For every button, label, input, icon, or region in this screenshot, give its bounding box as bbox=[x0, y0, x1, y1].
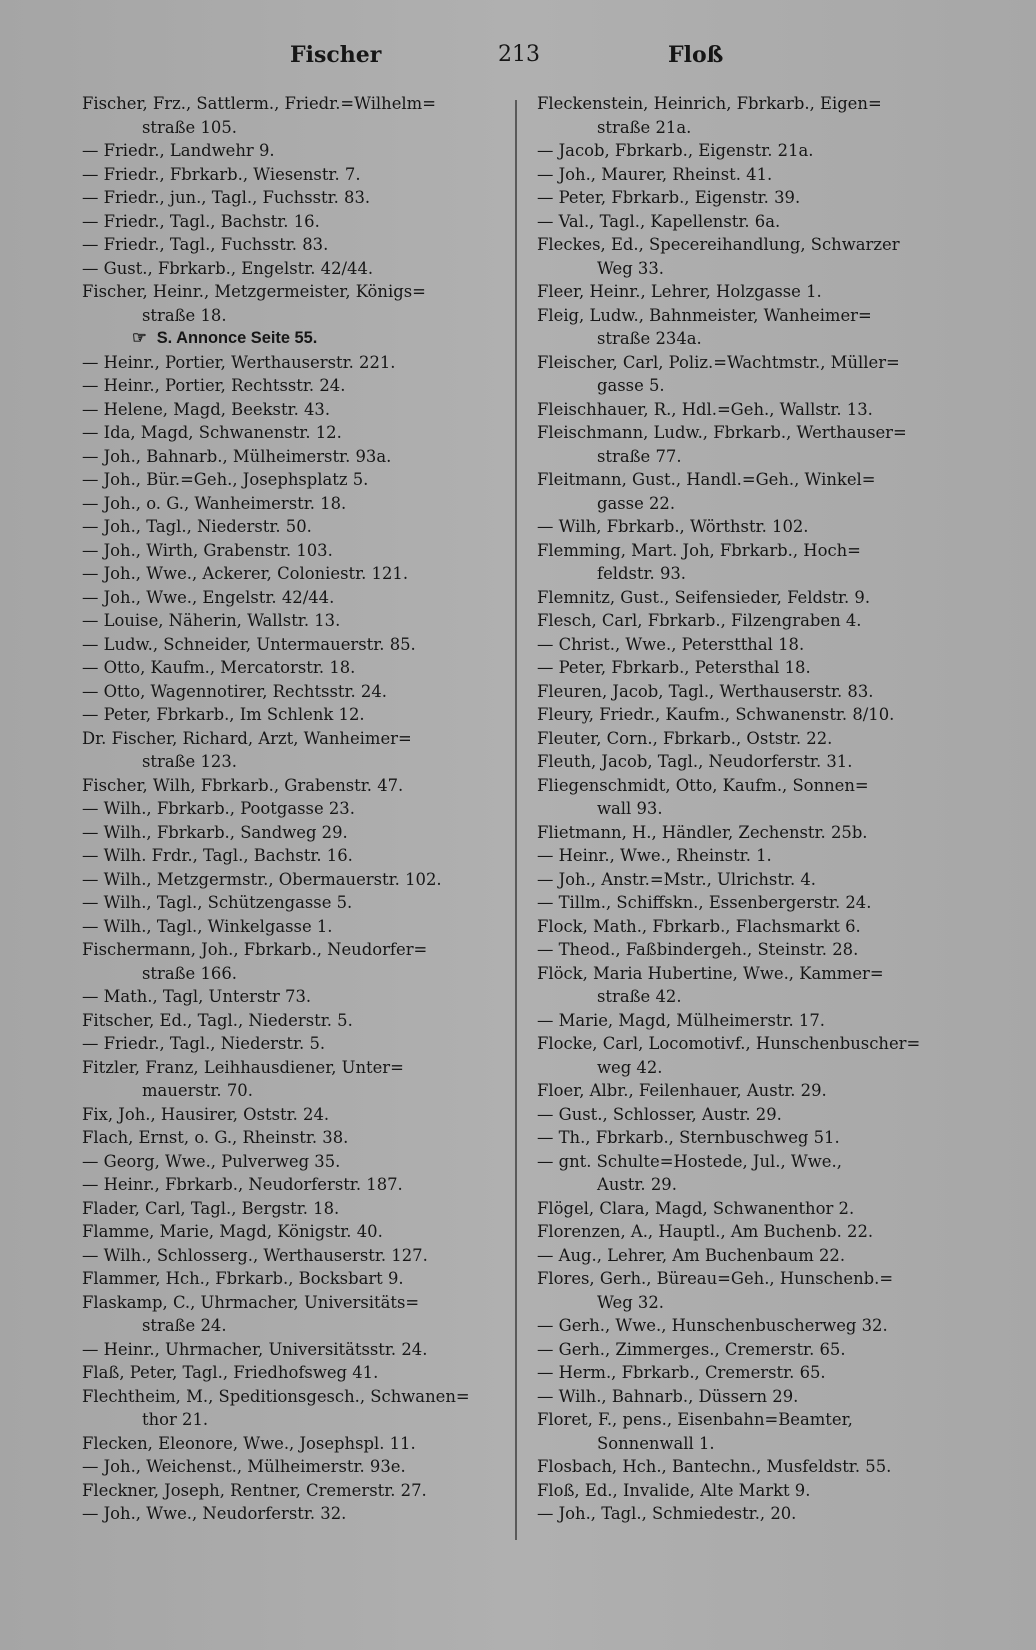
directory-entry bbox=[537, 1220, 957, 1244]
entry-line: Fischer, Wilh, Fbrkarb., Grabenstr. 47. bbox=[82, 775, 404, 795]
directory-entry bbox=[82, 609, 502, 633]
entry-line: — Georg, Wwe., Pulverweg 35. bbox=[82, 1151, 341, 1171]
entry-line: Flemnitz, Gust., Seifensieder, Feldstr. 9. bbox=[537, 587, 871, 607]
entry-continuation: straße 166. bbox=[142, 963, 237, 983]
entry-line: — Heinr., Fbrkarb., Neudorferstr. 187. bbox=[82, 1175, 403, 1194]
directory-entry bbox=[537, 1244, 957, 1268]
entry-line: — Joh., Wwe., Ackerer, Coloniestr. 121. bbox=[82, 564, 409, 583]
directory-entry bbox=[82, 562, 502, 586]
entry-continuation: straße 77. bbox=[597, 446, 682, 466]
entry-line: Flosbach, Hch., Bantechn., Musfeldstr. 55. bbox=[537, 1457, 892, 1476]
directory-entry bbox=[537, 92, 957, 139]
directory-entry bbox=[82, 938, 502, 985]
directory-entry bbox=[537, 515, 957, 539]
directory-entry bbox=[537, 1009, 957, 1033]
directory-entry bbox=[537, 727, 957, 751]
entry-line: — Friedr., Fbrkarb., Wiesenstr. 7. bbox=[82, 164, 361, 184]
entry-line: — Ludw., Schneider, Untermauerstr. 85. bbox=[82, 634, 416, 654]
directory-entry bbox=[537, 774, 957, 821]
directory-entry bbox=[82, 1267, 502, 1291]
entry-line: — Wilh., Tagl., Schützengasse 5. bbox=[82, 893, 353, 912]
directory-entry bbox=[537, 1314, 957, 1338]
entry-line: — Heinr., Portier, Rechtsstr. 24. bbox=[82, 376, 346, 395]
entry-line: — Gust., Schlosser, Austr. 29. bbox=[537, 1104, 782, 1124]
entry-line: — Wilh., Tagl., Winkelgasse 1. bbox=[82, 916, 333, 936]
entry-line: — Gerh., Zimmerges., Cremerstr. 65. bbox=[537, 1339, 846, 1359]
directory-entry bbox=[82, 821, 502, 845]
directory-entry bbox=[537, 750, 957, 774]
directory-entry bbox=[82, 539, 502, 563]
directory-entry bbox=[537, 186, 957, 210]
header-right-keyword: Floß bbox=[668, 42, 724, 68]
directory-entry bbox=[82, 727, 502, 774]
directory-entry bbox=[82, 891, 502, 915]
right-column bbox=[537, 92, 957, 1526]
entry-line: — Peter, Fbrkarb., Eigenstr. 39. bbox=[537, 188, 801, 207]
entry-line: — Th., Fbrkarb., Sternbuschweg 51. bbox=[537, 1128, 840, 1147]
entry-line: — Gust., Fbrkarb., Engelstr. 42/44. bbox=[82, 258, 374, 278]
entry-line: — Math., Tagl, Unterstr 73. bbox=[82, 987, 312, 1006]
directory-entry bbox=[82, 233, 502, 257]
entry-line: Flock, Math., Fbrkarb., Flachsmarkt 6. bbox=[537, 916, 861, 936]
header-left-keyword: Fischer bbox=[290, 42, 382, 68]
entry-line: Flach, Ernst, o. G., Rheinstr. 38. bbox=[82, 1128, 349, 1147]
directory-entry bbox=[82, 703, 502, 727]
directory-entry bbox=[537, 139, 957, 163]
left-column bbox=[82, 92, 502, 1526]
directory-entry bbox=[537, 1338, 957, 1362]
directory-entry bbox=[537, 1197, 957, 1221]
directory-entry bbox=[537, 938, 957, 962]
directory-entry bbox=[537, 915, 957, 939]
directory-entry bbox=[537, 1361, 957, 1385]
directory-entry bbox=[537, 821, 957, 845]
directory-entry bbox=[82, 633, 502, 657]
page-header bbox=[0, 42, 1036, 82]
directory-entry bbox=[537, 1408, 957, 1455]
directory-entry bbox=[537, 280, 957, 304]
entry-line: — Friedr., Tagl., Niederstr. 5. bbox=[82, 1034, 326, 1053]
entry-line: — Joh., Wirth, Grabenstr. 103. bbox=[82, 540, 333, 560]
entry-line: — Joh., Wwe., Neudorferstr. 32. bbox=[82, 1504, 347, 1523]
directory-entry bbox=[537, 539, 957, 586]
entry-line: — Otto, Wagennotirer, Rechtsstr. 24. bbox=[82, 681, 387, 701]
directory-entry bbox=[82, 139, 502, 163]
entry-line: — Wilh., Bahnarb., Düssern 29. bbox=[537, 1386, 799, 1406]
entry-line: Fliegenschmidt, Otto, Kaufm., Sonnen= bbox=[537, 775, 869, 795]
column-divider bbox=[515, 100, 517, 1540]
entry-line: — Joh., Tagl., Niederstr. 50. bbox=[82, 517, 312, 536]
entry-line: — Joh., Bahnarb., Mülheimerstr. 93a. bbox=[82, 446, 392, 466]
entry-line: Fischer, Frz., Sattlerm., Friedr.=Wilhelm= bbox=[82, 94, 436, 113]
directory-entry bbox=[82, 1338, 502, 1362]
entry-line: Flaskamp, C., Uhrmacher, Universitäts= bbox=[82, 1292, 420, 1312]
directory-entry bbox=[82, 492, 502, 516]
directory-entry bbox=[82, 1103, 502, 1127]
entry-line: Fleischer, Carl, Poliz.=Wachtmstr., Müller= bbox=[537, 352, 900, 372]
entry-line: — Tillm., Schiffskn., Essenbergerstr. 24. bbox=[537, 893, 872, 912]
entry-line: Fitzler, Franz, Leihhausdiener, Unter= bbox=[82, 1057, 404, 1077]
entry-line: — Wilh., Fbrkarb., Sandweg 29. bbox=[82, 822, 348, 842]
entry-line: Flechtheim, M., Speditionsgesch., Schwanen= bbox=[82, 1386, 470, 1406]
directory-entry bbox=[537, 962, 957, 1009]
entry-line: Fleuter, Corn., Fbrkarb., Oststr. 22. bbox=[537, 728, 833, 748]
entry-line: Fleitmann, Gust., Handl.=Geh., Winkel= bbox=[537, 470, 876, 489]
entry-line: Floret, F., pens., Eisenbahn=Beamter, bbox=[537, 1410, 853, 1429]
entry-line: — Peter, Fbrkarb., Petersthal 18. bbox=[537, 658, 811, 677]
directory-entry bbox=[82, 1479, 502, 1503]
directory-entry bbox=[537, 868, 957, 892]
entry-continuation: Sonnenwall 1. bbox=[597, 1433, 715, 1453]
entry-line: — Heinr., Uhrmacher, Universitätsstr. 24. bbox=[82, 1339, 428, 1359]
directory-entry bbox=[82, 1432, 502, 1456]
entry-continuation: thor 21. bbox=[142, 1410, 209, 1429]
entry-continuation: mauerstr. 70. bbox=[142, 1081, 253, 1100]
directory-entry bbox=[537, 468, 957, 515]
entry-line: Flögel, Clara, Magd, Schwanenthor 2. bbox=[537, 1198, 855, 1218]
entry-continuation: straße 105. bbox=[142, 117, 237, 137]
entry-line: Fleury, Friedr., Kaufm., Schwanenstr. 8/10. bbox=[537, 705, 895, 724]
entry-continuation: gasse 22. bbox=[597, 493, 676, 513]
annonce-text: S. Annonce Seite 55. bbox=[156, 329, 318, 347]
entry-line: — Friedr., jun., Tagl., Fuchsstr. 83. bbox=[82, 188, 371, 207]
directory-entry bbox=[537, 163, 957, 187]
entry-continuation: gasse 5. bbox=[597, 376, 665, 395]
entry-continuation: feldstr. 93. bbox=[597, 564, 687, 583]
directory-entry bbox=[82, 468, 502, 492]
entry-line: Fleckner, Joseph, Rentner, Cremerstr. 27. bbox=[82, 1480, 427, 1500]
entry-continuation: straße 21a. bbox=[597, 117, 692, 137]
entry-line: — Joh., o. G., Wanheimerstr. 18. bbox=[82, 493, 347, 513]
directory-entry bbox=[537, 1032, 957, 1079]
directory-entry bbox=[82, 257, 502, 281]
directory-entry bbox=[537, 844, 957, 868]
entry-line: Flammer, Hch., Fbrkarb., Bocksbart 9. bbox=[82, 1269, 404, 1288]
entry-line: Fleischhauer, R., Hdl.=Geh., Wallstr. 13. bbox=[537, 399, 873, 419]
directory-entry bbox=[82, 656, 502, 680]
directory-entry bbox=[82, 351, 502, 375]
entry-continuation: straße 24. bbox=[142, 1316, 227, 1335]
directory-entry bbox=[537, 1150, 957, 1197]
entry-line: Fischermann, Joh., Fbrkarb., Neudorfer= bbox=[82, 940, 428, 959]
directory-entry bbox=[82, 680, 502, 704]
entry-line: Fleckenstein, Heinrich, Fbrkarb., Eigen= bbox=[537, 94, 882, 113]
directory-entry bbox=[537, 680, 957, 704]
entry-line: — Wilh., Fbrkarb., Pootgasse 23. bbox=[82, 799, 355, 818]
directory-entry bbox=[537, 421, 957, 468]
entry-line: — Joh., Maurer, Rheinst. 41. bbox=[537, 164, 773, 184]
directory-entry bbox=[82, 586, 502, 610]
entry-line: Fleuth, Jacob, Tagl., Neudorferstr. 31. bbox=[537, 752, 853, 771]
entry-line: Flecken, Eleonore, Wwe., Josephspl. 11. bbox=[82, 1433, 416, 1453]
directory-entry bbox=[537, 586, 957, 610]
entry-continuation: Weg 32. bbox=[597, 1292, 664, 1312]
entry-line: Fleuren, Jacob, Tagl., Werthauserstr. 83. bbox=[537, 681, 874, 701]
directory-entry bbox=[537, 210, 957, 234]
directory-entry bbox=[537, 609, 957, 633]
directory-entry bbox=[537, 656, 957, 680]
directory-entry bbox=[537, 1079, 957, 1103]
directory-entry bbox=[82, 1126, 502, 1150]
directory-entry bbox=[82, 515, 502, 539]
directory-entry bbox=[82, 1032, 502, 1056]
entry-line: Floß, Ed., Invalide, Alte Markt 9. bbox=[537, 1480, 811, 1500]
entry-line: — Wilh., Schlosserg., Werthauserstr. 127. bbox=[82, 1245, 428, 1265]
entry-line: — Joh., Tagl., Schmiedestr., 20. bbox=[537, 1504, 797, 1523]
entry-continuation: wall 93. bbox=[597, 799, 663, 818]
entry-line: Fitscher, Ed., Tagl., Niederstr. 5. bbox=[82, 1010, 353, 1030]
entry-continuation: straße 42. bbox=[597, 987, 682, 1006]
entry-line: Fleig, Ludw., Bahnmeister, Wanheimer= bbox=[537, 305, 872, 325]
entry-line: — Joh., Weichenst., Mülheimerstr. 93e. bbox=[82, 1457, 406, 1476]
entry-line: — Helene, Magd, Beekstr. 43. bbox=[82, 399, 331, 419]
entry-continuation: Austr. 29. bbox=[597, 1175, 677, 1194]
entry-line: Fischer, Heinr., Metzgermeister, Königs= bbox=[82, 282, 426, 301]
directory-entry bbox=[537, 351, 957, 398]
directory-entry bbox=[82, 210, 502, 234]
entry-line: — Christ., Wwe., Peterstthal 18. bbox=[537, 634, 805, 654]
entry-line: Flader, Carl, Tagl., Bergstr. 18. bbox=[82, 1198, 340, 1218]
entry-line: — Jacob, Fbrkarb., Eigenstr. 21a. bbox=[537, 141, 814, 160]
entry-line: — Joh., Bür.=Geh., Josephsplatz 5. bbox=[82, 470, 369, 489]
directory-entry bbox=[82, 797, 502, 821]
directory-entry bbox=[82, 398, 502, 422]
directory-entry bbox=[82, 374, 502, 398]
entry-line: — Marie, Magd, Mülheimerstr. 17. bbox=[537, 1010, 825, 1030]
entry-line: — Peter, Fbrkarb., Im Schlenk 12. bbox=[82, 705, 365, 724]
directory-entry bbox=[82, 985, 502, 1009]
directory-entry bbox=[82, 915, 502, 939]
entry-continuation: Weg 33. bbox=[597, 258, 664, 278]
directory-entry bbox=[537, 1126, 957, 1150]
directory-entry bbox=[82, 1385, 502, 1432]
entry-continuation: weg 42. bbox=[597, 1057, 663, 1077]
entry-line: — Herm., Fbrkarb., Cremerstr. 65. bbox=[537, 1363, 826, 1382]
directory-entry bbox=[82, 1361, 502, 1385]
entry-line: Flocke, Carl, Locomotivf., Hunschenbuscher= bbox=[537, 1034, 921, 1053]
entry-line: — Heinr., Wwe., Rheinstr. 1. bbox=[537, 846, 772, 865]
directory-entry bbox=[82, 1244, 502, 1268]
entry-line: — Joh., Anstr.=Mstr., Ulrichstr. 4. bbox=[537, 869, 816, 889]
entry-line: — Gerh., Wwe., Hunschenbuscherweg 32. bbox=[537, 1316, 888, 1335]
entry-continuation: straße 18. bbox=[142, 305, 227, 325]
directory-entry bbox=[82, 280, 502, 327]
entry-line: Fleckes, Ed., Specereihandlung, Schwarzer bbox=[537, 235, 900, 254]
directory-entry bbox=[82, 1150, 502, 1174]
directory-entry bbox=[537, 304, 957, 351]
directory-entry bbox=[537, 233, 957, 280]
entry-line: Flaß, Peter, Tagl., Friedhofsweg 41. bbox=[82, 1363, 379, 1382]
directory-entry bbox=[82, 844, 502, 868]
entry-line: — Joh., Wwe., Engelstr. 42/44. bbox=[82, 587, 335, 607]
directory-entry bbox=[537, 1103, 957, 1127]
directory-entry bbox=[82, 421, 502, 445]
entry-line: — Louise, Näherin, Wallstr. 13. bbox=[82, 611, 341, 630]
entry-line: Flamme, Marie, Magd, Königstr. 40. bbox=[82, 1222, 383, 1241]
entry-line: Flores, Gerh., Büreau=Geh., Hunschenb.= bbox=[537, 1269, 894, 1288]
directory-entry bbox=[537, 703, 957, 727]
entry-line: Flemming, Mart. Joh, Fbrkarb., Hoch= bbox=[537, 540, 861, 560]
entry-line: Fix, Joh., Hausirer, Oststr. 24. bbox=[82, 1104, 330, 1124]
entry-line: Flietmann, H., Händler, Zechenstr. 25b. bbox=[537, 822, 868, 842]
directory-entry bbox=[82, 1197, 502, 1221]
directory-entry bbox=[537, 1502, 957, 1526]
entry-line: — gnt. Schulte=Hostede, Jul., Wwe., bbox=[537, 1151, 842, 1171]
directory-entry bbox=[82, 186, 502, 210]
directory-entry bbox=[82, 445, 502, 469]
annonce-reference bbox=[82, 327, 502, 351]
directory-entry bbox=[537, 1385, 957, 1409]
directory-entry bbox=[537, 1455, 957, 1479]
hand-pointer-icon: ☞ bbox=[132, 329, 147, 347]
directory-entry bbox=[82, 1173, 502, 1197]
entry-line: — Theod., Faßbindergeh., Steinstr. 28. bbox=[537, 940, 859, 959]
entry-line: — Wilh. Frdr., Tagl., Bachstr. 16. bbox=[82, 846, 353, 865]
directory-entry bbox=[537, 891, 957, 915]
entry-line: Dr. Fischer, Richard, Arzt, Wanheimer= bbox=[82, 728, 412, 748]
directory-entry bbox=[82, 1455, 502, 1479]
directory-entry bbox=[82, 1056, 502, 1103]
entry-continuation: straße 123. bbox=[142, 752, 237, 771]
entry-line: — Friedr., Tagl., Bachstr. 16. bbox=[82, 211, 320, 231]
entry-line: — Wilh, Fbrkarb., Wörthstr. 102. bbox=[537, 517, 809, 536]
entry-line: Fleer, Heinr., Lehrer, Holzgasse 1. bbox=[537, 282, 822, 301]
entry-line: — Aug., Lehrer, Am Buchenbaum 22. bbox=[537, 1245, 846, 1265]
directory-entry bbox=[82, 774, 502, 798]
entry-line: Fleischmann, Ludw., Fbrkarb., Werthauser= bbox=[537, 423, 907, 442]
directory-entry bbox=[82, 163, 502, 187]
entry-line: Flöck, Maria Hubertine, Wwe., Kammer= bbox=[537, 963, 884, 983]
directory-entry bbox=[82, 1220, 502, 1244]
entry-line: — Otto, Kaufm., Mercatorstr. 18. bbox=[82, 658, 356, 677]
entry-line: — Heinr., Portier, Werthauserstr. 221. bbox=[82, 352, 396, 372]
entry-line: — Val., Tagl., Kapellenstr. 6a. bbox=[537, 211, 781, 231]
entry-line: — Friedr., Tagl., Fuchsstr. 83. bbox=[82, 235, 329, 254]
entry-line: — Ida, Magd, Schwanenstr. 12. bbox=[82, 423, 342, 442]
directory-entry bbox=[82, 1009, 502, 1033]
entry-line: Flesch, Carl, Fbrkarb., Filzengraben 4. bbox=[537, 611, 862, 630]
directory-entry bbox=[537, 1267, 957, 1314]
directory-entry bbox=[537, 398, 957, 422]
directory-entry bbox=[82, 868, 502, 892]
directory-entry bbox=[82, 1502, 502, 1526]
entry-line: Floer, Albr., Feilenhauer, Austr. 29. bbox=[537, 1081, 827, 1100]
entry-continuation: straße 234a. bbox=[597, 329, 702, 348]
directory-entry bbox=[82, 92, 502, 139]
entry-line: Florenzen, A., Hauptl., Am Buchenb. 22. bbox=[537, 1222, 874, 1241]
directory-entry bbox=[82, 1291, 502, 1338]
directory-entry bbox=[537, 1479, 957, 1503]
entry-line: — Friedr., Landwehr 9. bbox=[82, 141, 275, 160]
directory-entry bbox=[537, 633, 957, 657]
page-number: 213 bbox=[498, 42, 540, 67]
entry-line: — Wilh., Metzgermstr., Obermauerstr. 102. bbox=[82, 869, 442, 889]
